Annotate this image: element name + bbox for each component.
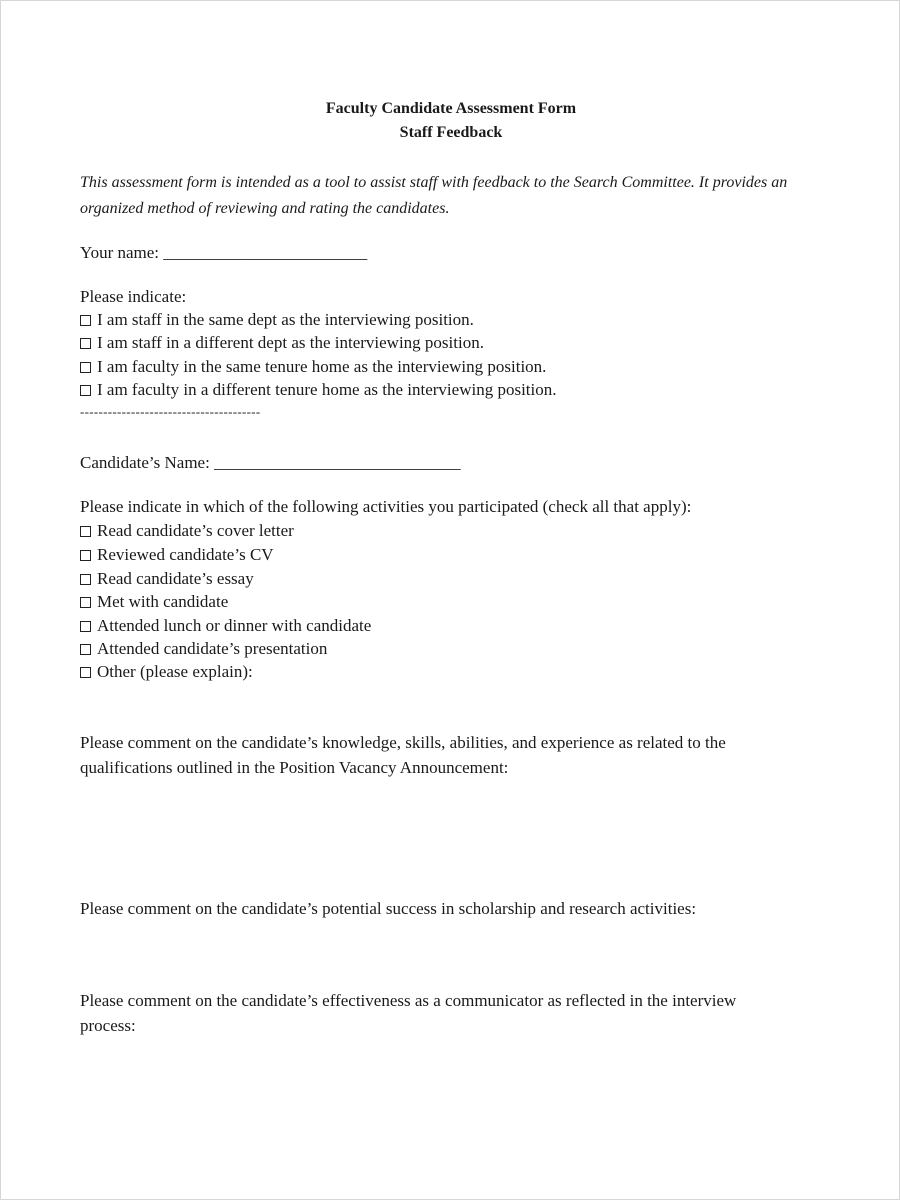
indicate-option[interactable] — [80, 356, 546, 378]
checkbox[interactable] — [80, 385, 91, 396]
form-title: Faculty Candidate Assessment Form — [325, 100, 577, 117]
checkbox[interactable] — [80, 315, 91, 326]
checkbox[interactable] — [80, 597, 91, 608]
indicate-label: Please indicate: — [80, 287, 187, 306]
activities-label: Please indicate in which of the following activities you participated (check all that apply): — [80, 497, 692, 516]
indicate-option[interactable] — [80, 379, 557, 401]
activity-option[interactable] — [80, 638, 327, 660]
activity-option-label: Met with candidate — [97, 592, 229, 611]
knowledge-question-line-2: qualifications outlined in the Position Vacancy Announcement: — [80, 758, 509, 777]
activity-option[interactable] — [80, 568, 254, 590]
indicate-option-label: I am faculty in a different tenure home as the interviewing position. — [97, 380, 557, 399]
checkbox[interactable] — [80, 644, 91, 655]
checkbox[interactable] — [80, 526, 91, 537]
candidate-name-field — [80, 452, 461, 474]
activity-option-label: Other (please explain): — [97, 662, 253, 681]
intro-text-line-1: This assessment form is intended as a tool to assist staff with feedback to the Search Committee. It provides an — [80, 174, 788, 191]
your-name-blank[interactable]: ________________________ — [163, 243, 368, 262]
separator-line: --------------------------------------- — [80, 404, 261, 419]
indicate-option[interactable] — [80, 309, 474, 331]
activity-option[interactable] — [80, 615, 371, 637]
indicate-option-label: I am staff in a different dept as the interviewing position. — [97, 333, 484, 352]
your-name-label: Your name: — [80, 243, 160, 262]
checkbox[interactable] — [80, 338, 91, 349]
communicator-question-line-1: Please comment on the candidate’s effectiveness as a communicator as reflected in the interview — [80, 991, 737, 1010]
activity-option-label: Read candidate’s cover letter — [97, 521, 294, 540]
checkbox[interactable] — [80, 362, 91, 373]
form-subtitle: Staff Feedback — [399, 124, 503, 141]
activity-option-label: Attended candidate’s presentation — [97, 639, 328, 658]
communicator-question-line-2: process: — [80, 1016, 136, 1035]
your-name-field — [80, 242, 367, 264]
activity-option-label: Read candidate’s essay — [97, 569, 254, 588]
checkbox[interactable] — [80, 667, 91, 678]
candidate-name-blank[interactable]: _____________________________ — [214, 453, 461, 472]
scholarship-question: Please comment on the candidate’s potential success in scholarship and research activities: — [80, 899, 697, 918]
checkbox[interactable] — [80, 550, 91, 561]
activity-option[interactable] — [80, 661, 253, 683]
activity-option[interactable] — [80, 591, 228, 613]
activity-option-label: Reviewed candidate’s CV — [97, 545, 274, 564]
checkbox[interactable] — [80, 621, 91, 632]
activity-option-label: Attended lunch or dinner with candidate — [97, 616, 372, 635]
indicate-option-label: I am staff in the same dept as the interviewing position. — [97, 310, 474, 329]
activity-option[interactable] — [80, 520, 294, 542]
checkbox[interactable] — [80, 574, 91, 585]
indicate-option[interactable] — [80, 332, 484, 354]
indicate-option-label: I am faculty in the same tenure home as the interviewing position. — [97, 357, 547, 376]
intro-text-line-2: organized method of reviewing and rating the candidates. — [80, 200, 450, 217]
knowledge-question-line-1: Please comment on the candidate’s knowledge, skills, abilities, and experience as related to the — [80, 733, 726, 752]
activity-option[interactable] — [80, 544, 274, 566]
candidate-name-label: Candidate’s Name: — [80, 453, 210, 472]
